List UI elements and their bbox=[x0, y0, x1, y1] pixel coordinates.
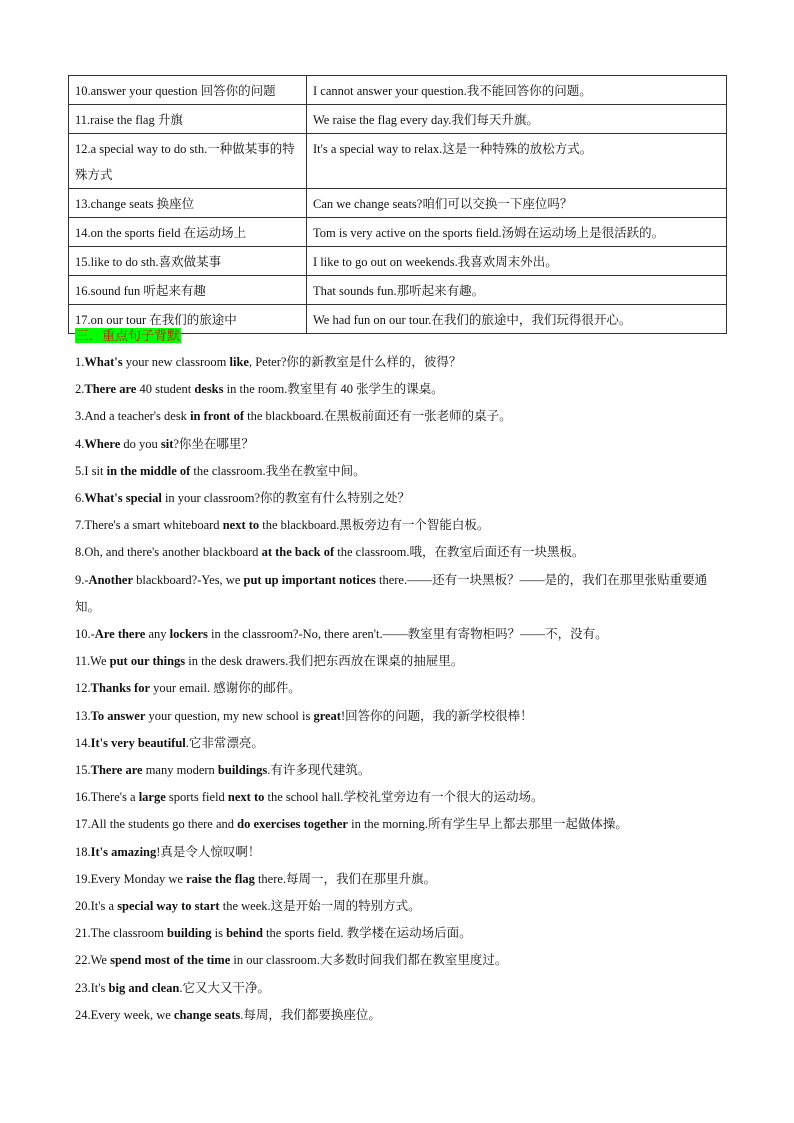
sentence-text: 13. bbox=[75, 708, 91, 723]
table-row bbox=[69, 189, 727, 218]
key-phrase: next to bbox=[222, 518, 260, 533]
list-item bbox=[75, 675, 725, 702]
sentence-text: the blackboard.黑板旁边有一个智能白板。 bbox=[259, 518, 490, 533]
key-phrase: It's very beautiful bbox=[90, 735, 186, 750]
key-phrase: Are there bbox=[94, 627, 146, 642]
sentence-text: do you bbox=[120, 436, 161, 451]
list-item bbox=[75, 1002, 725, 1029]
list-item bbox=[75, 784, 725, 811]
list-item bbox=[75, 703, 725, 730]
sentence-text: in the morning.所有学生早上都去那里一起做体操。 bbox=[347, 817, 628, 832]
key-phrase: Another bbox=[88, 572, 133, 587]
key-phrase: in front of bbox=[190, 409, 244, 424]
sentence-text: in the desk drawers.我们把东西放在课桌的抽屉里。 bbox=[185, 654, 464, 669]
list-item bbox=[75, 512, 725, 539]
sentence-text: in our classroom.大多数时间我们都在教室里度过。 bbox=[230, 953, 508, 968]
list-item bbox=[75, 403, 725, 430]
sentence-text: the sports field. 教学楼在运动场后面。 bbox=[262, 926, 472, 941]
phrase-cell: 17.on our tour 在我们的旅途中 bbox=[69, 305, 307, 334]
key-phrase: Where bbox=[84, 436, 121, 451]
key-phrase: large bbox=[138, 790, 166, 805]
phrase-table-body bbox=[69, 76, 727, 334]
example-cell: It's a special way to relax.这是一种特殊的放松方式。 bbox=[307, 134, 727, 189]
sentence-text: many modern bbox=[142, 763, 218, 778]
sentence-text: in the room.教室里有 40 张学生的课桌。 bbox=[223, 382, 444, 397]
key-phrase: It's amazing bbox=[90, 844, 157, 859]
sentence-text: there.——还有一块黑板？——是的，我们在那里张贴重要通知。 bbox=[75, 572, 708, 614]
example-cell: I cannot answer your question.我不能回答你的问题。 bbox=[307, 76, 727, 105]
phrase-cell: 12.a special way to do sth.一种做某事的特殊方式 bbox=[69, 134, 307, 189]
table-row bbox=[69, 76, 727, 105]
sentence-text: 5.I sit bbox=[75, 463, 107, 478]
list-item bbox=[75, 349, 725, 376]
key-phrase: desks bbox=[194, 382, 224, 397]
table-row bbox=[69, 134, 727, 189]
example-cell: Can we change seats?咱们可以交换一下座位吗？ bbox=[307, 189, 727, 218]
sentence-text: your email. 感谢你的邮件。 bbox=[150, 681, 301, 696]
phrase-cell: 13.change seats 换座位 bbox=[69, 189, 307, 218]
sentence-text: any bbox=[145, 627, 170, 642]
list-item bbox=[75, 893, 725, 920]
list-item bbox=[75, 757, 725, 784]
sentence-list bbox=[75, 349, 725, 1029]
list-item bbox=[75, 567, 725, 621]
example-cell: We raise the flag every day.我们每天升旗。 bbox=[307, 105, 727, 134]
sentence-text: 40 student bbox=[136, 382, 195, 397]
sentence-text: !真是令人惊叹啊！ bbox=[156, 844, 261, 859]
sentence-text: .它非常漂亮。 bbox=[185, 735, 264, 750]
list-item bbox=[75, 947, 725, 974]
table-row bbox=[69, 105, 727, 134]
key-phrase: great bbox=[313, 708, 341, 723]
sentence-text: 3.And a teacher's desk bbox=[75, 409, 191, 424]
sentence-text: 16.There's a bbox=[75, 790, 139, 805]
list-item bbox=[75, 839, 725, 866]
sentence-text: .有许多现代建筑。 bbox=[267, 763, 371, 778]
sentence-text: in the classroom?-No, there aren't.——教室里有寄物柜吗？——不，没有。 bbox=[207, 627, 608, 642]
key-phrase: at the back of bbox=[261, 545, 335, 560]
example-cell: We had fun on our tour.在我们的旅途中，我们玩得很开心。 bbox=[307, 305, 727, 334]
sentence-text: .每周，我们都要换座位。 bbox=[240, 1007, 381, 1022]
key-phrase: do exercises together bbox=[237, 817, 348, 832]
sentence-text: there.每周一，我们在那里升旗。 bbox=[254, 871, 437, 886]
phrase-cell: 10.answer your question 回答你的问题 bbox=[69, 76, 307, 105]
sentence-text: the classroom.我坐在教室中间。 bbox=[190, 463, 366, 478]
phrase-table bbox=[68, 75, 727, 334]
example-cell: That sounds fun.那听起来有趣。 bbox=[307, 276, 727, 305]
key-phrase: put our things bbox=[109, 654, 186, 669]
sentence-text: 6. bbox=[75, 491, 85, 506]
sentence-text: 10.- bbox=[75, 627, 95, 642]
key-phrase: special way to start bbox=[117, 899, 220, 914]
sentence-text: the school hall.学校礼堂旁边有一个很大的运动场。 bbox=[264, 790, 544, 805]
sentence-text: 17.All the students go there and bbox=[75, 817, 238, 832]
sentence-text: 15. bbox=[75, 763, 91, 778]
key-phrase: raise the flag bbox=[186, 871, 255, 886]
list-item bbox=[75, 621, 725, 648]
sentence-text: 8.Oh, and there's another blackboard bbox=[75, 545, 262, 560]
list-item bbox=[75, 539, 725, 566]
sentence-text: 21.The classroom bbox=[75, 926, 167, 941]
sentence-text: 23.It's bbox=[75, 980, 109, 995]
key-phrase: building bbox=[167, 926, 212, 941]
sentence-text: sports field bbox=[165, 790, 228, 805]
list-item bbox=[75, 431, 725, 458]
list-item bbox=[75, 485, 725, 512]
phrase-cell: 16.sound fun 听起来有趣 bbox=[69, 276, 307, 305]
list-item bbox=[75, 920, 725, 947]
sentence-text: 18. bbox=[75, 844, 91, 859]
section-heading-text: 三．重点句子背默 bbox=[76, 328, 181, 343]
phrase-cell: 15.like to do sth.喜欢做某事 bbox=[69, 247, 307, 276]
key-phrase: What's bbox=[84, 355, 123, 369]
key-phrase: like bbox=[229, 355, 249, 369]
sentence-text: 9.- bbox=[75, 572, 89, 587]
sentence-text: your new classroom bbox=[122, 355, 230, 369]
phrase-cell: 11.raise the flag 升旗 bbox=[69, 105, 307, 134]
sentence-text: .它又大又干净。 bbox=[179, 980, 271, 995]
sentence-text: your question, my new school is bbox=[145, 708, 314, 723]
sentence-text: the week.这是开始一周的特别方式。 bbox=[219, 899, 421, 914]
sentence-text: is bbox=[211, 926, 227, 941]
sentence-text: the classroom.哦，在教室后面还有一块黑板。 bbox=[334, 545, 585, 560]
key-phrase: sit bbox=[160, 436, 174, 451]
sentence-text: 11.We bbox=[75, 654, 110, 669]
sentence-text: !回答你的问题，我的新学校很棒！ bbox=[340, 708, 533, 723]
sentence-text: 12. bbox=[75, 681, 91, 696]
example-cell: Tom is very active on the sports field.汤姆在运动场上是很活跃的。 bbox=[307, 218, 727, 247]
phrase-cell: 14.on the sports field 在运动场上 bbox=[69, 218, 307, 247]
key-phrase: important notices bbox=[281, 572, 376, 587]
key-phrase: lockers bbox=[169, 627, 208, 642]
key-phrase: buildings bbox=[217, 763, 268, 778]
key-phrase: What's special bbox=[84, 491, 162, 506]
list-item bbox=[75, 458, 725, 485]
table-row bbox=[69, 218, 727, 247]
example-cell: I like to go out on weekends.我喜欢周末外出。 bbox=[307, 247, 727, 276]
key-phrase: in the middle of bbox=[106, 463, 191, 478]
sentence-text: 22.We bbox=[75, 953, 111, 968]
key-phrase: Thanks for bbox=[90, 681, 151, 696]
sentence-text: the blackboard.在黑板前面还有一张老师的桌子。 bbox=[244, 409, 512, 424]
sentence-text: 2. bbox=[75, 382, 85, 397]
sentence-text: 7.There's a smart whiteboard bbox=[75, 518, 223, 533]
sentence-text: 19.Every Monday we bbox=[75, 871, 187, 886]
sentence-text: 20.It's a bbox=[75, 899, 118, 914]
key-phrase: big and clean bbox=[108, 980, 180, 995]
table-row bbox=[69, 247, 727, 276]
list-item bbox=[75, 811, 725, 838]
key-phrase: behind bbox=[226, 926, 263, 941]
sentence-text: 4. bbox=[75, 436, 85, 451]
list-item bbox=[75, 975, 725, 1002]
sentence-text: 1. bbox=[75, 355, 85, 369]
list-item bbox=[75, 376, 725, 403]
key-phrase: To answer bbox=[90, 708, 146, 723]
sentence-text: 14. bbox=[75, 735, 91, 750]
list-item bbox=[75, 866, 725, 893]
key-phrase: spend most of the time bbox=[110, 953, 231, 968]
key-phrase: put up bbox=[243, 572, 279, 587]
key-phrase: There are bbox=[90, 763, 143, 778]
sentence-text: ?你坐在哪里？ bbox=[173, 436, 254, 451]
key-phrase: There are bbox=[84, 382, 137, 397]
table-row bbox=[69, 276, 727, 305]
sentence-text: 24.Every week, we bbox=[75, 1007, 174, 1022]
sentence-text: blackboard?-Yes, we bbox=[133, 572, 244, 587]
key-phrase: next to bbox=[227, 790, 265, 805]
section-heading bbox=[75, 327, 181, 345]
key-phrase: change seats bbox=[173, 1007, 241, 1022]
list-item bbox=[75, 648, 725, 675]
sentence-text: in your classroom?你的教室有什么特别之处？ bbox=[161, 491, 411, 506]
list-item bbox=[75, 730, 725, 757]
sentence-text: , Peter?你的新教室是什么样的，彼得？ bbox=[248, 355, 462, 369]
